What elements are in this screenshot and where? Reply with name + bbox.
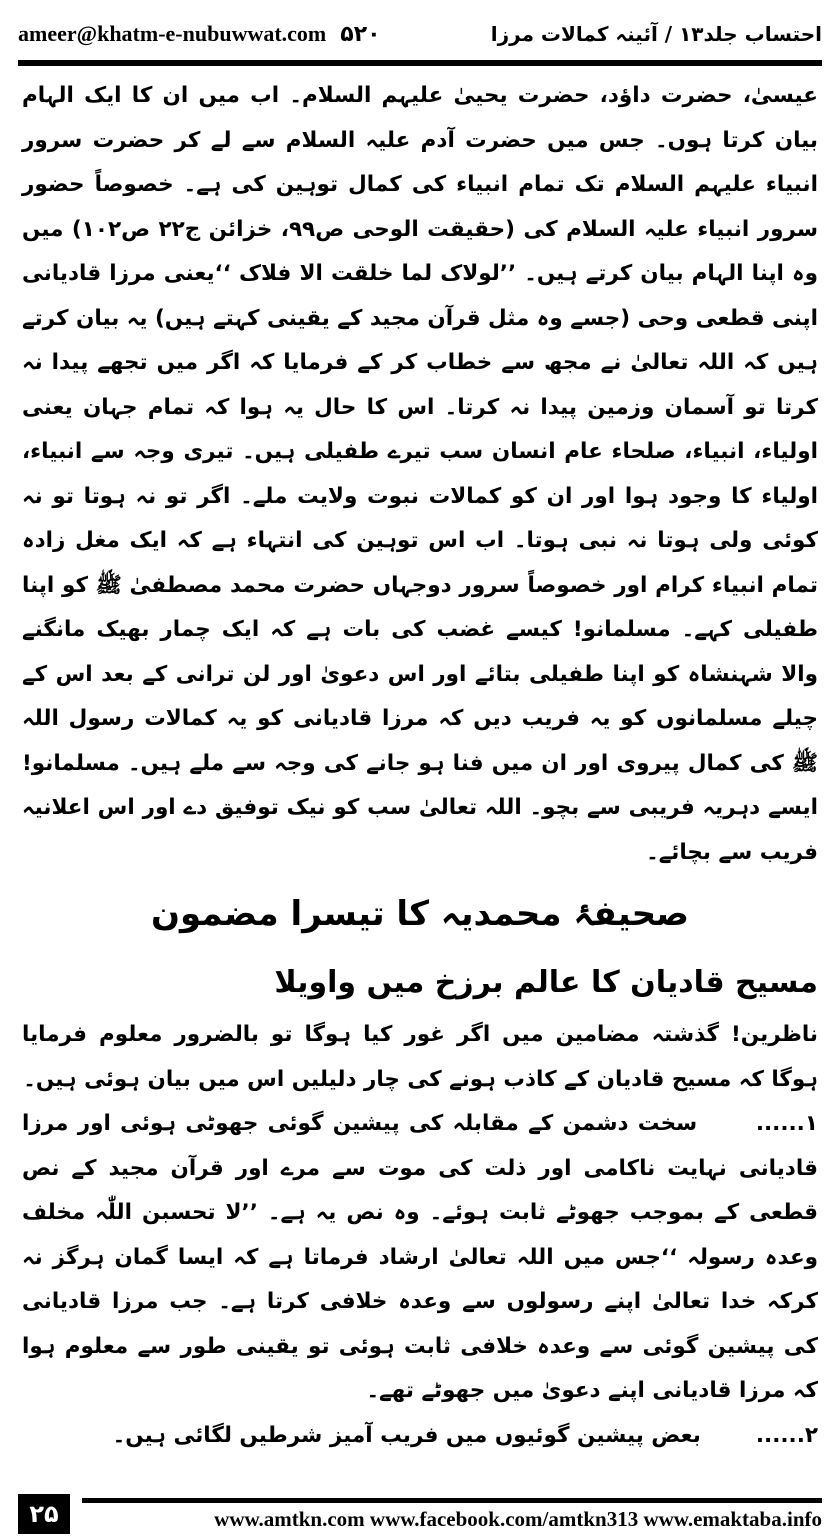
- paragraph-2: ناظرین! گذشتہ مضامین میں اگر غور کیا ہوگا تو بالضرور معلوم فرمایا ہوگا کہ مسیح قادیان کے کاذب ہونے کی چار دلیلیں اس میں بیان ہوئی ہیں۔: [22, 1022, 818, 1092]
- running-title: احتساب جلد۱۳ / آئینہ کمالات مرزا: [490, 22, 822, 46]
- section-heading: صحیفۂ محمدیہ کا تیسرا مضمون: [151, 894, 689, 934]
- page-header: [18, 14, 822, 54]
- list-item-2-number: ۲......: [755, 1422, 818, 1448]
- header-email: ameer@khatm-e-nubuwwat.com: [18, 21, 327, 46]
- footer-links-wrap: [82, 1494, 822, 1534]
- list-item-1: [22, 1102, 818, 1414]
- list-item-2: [22, 1414, 818, 1459]
- paragraph-1: عیسیٰ، حضرت داؤد، حضرت یحییٰ علیہم السلام۔ اب میں ان کا ایک الہام بیان کرتا ہوں۔ جس میں حضرت آدم علیہ السلام سے لے کر حضرت سرور انبیاء علیہم السلام تک تمام انبیاء کی کمال توہین کی ہے۔ خصوصاً حضور سرور انبیاء علیہ السلام کی (حقیقت الوحی ص۹۹، خزائن ج۲۲ ص۱۰۲) میں وہ اپنا الہام بیان کرتے ہیں۔ ’’لولاک لما خلقت الا فلاک ‘‘یعنی مرزا قادیانی اپنی قطعی وحی (جسے وہ مثل قرآن مجید کے یقینی کہتے ہیں) یہ بیان کرتے ہیں کہ اللہ تعالیٰ نے مجھ سے خطاب کر کے فرمایا کہ اگر میں تجھے پیدا نہ کرتا تو آسمان وزمین پیدا نہ کرتا۔ اس کا حال یہ ہوا کہ تمام جہان یعنی اولیاء، انبیاء، صلحاء عام انسان سب تیرے طفیلی ہیں۔ تیری وجہ سے انبیاء، اولیاء کا وجود ہوا اور ان کو کمالات نبوت ولایت ملے۔ اگر تو نہ ہوتا تو نہ کوئی ولی ہوتا نہ نبی ہوتا۔ اب اس توہین کی انتہاء ہے کہ ایک مغل زادہ تمام انبیاء کرام اور خصوصاً سرور دوجہاں حضرت محمد مصطفیٰ ﷺ کو اپنا طفیلی کہے۔ مسلمانو! کیسے غضب کی بات ہے کہ ایک چمار بھیک مانگنے والا شہنشاہ کو اپنا طفیلی بتائے اور اس دعویٰ اور لن ترانی کے بعد اس کے چیلے مسلمانوں کو یہ فریب دیں کہ مرزا قادیانی کو یہ کمالات رسول اللہ ﷺ کی کمال پیروی اور ان میں فنا ہو جانے کی وجہ سے ملے ہیں۔ مسلمانو! ایسے دہریہ فریبی سے بچو۔ اللہ تعالیٰ سب کو نیک توفیق دے اور اس اعلانیہ فریب سے بچائے۔: [22, 83, 819, 865]
- footer-rule: [82, 1498, 822, 1503]
- page-body: [22, 74, 818, 1458]
- list-item-2-text: بعض پیشین گوئیوں میں فریب آمیز شرطیں لگائی ہیں۔: [112, 1422, 701, 1448]
- list-item-1-text: سخت دشمن کے مقابلہ کی پیشین گوئی جھوٹی ہوئی اور مرزا قادیانی نہایت ناکامی اور ذلت کی موت سے مرے اور قرآن مجید کے نص قطعی کے بموجب جھوٹے ثابت ہوئے۔ وہ نص یہ ہے۔ ’’لا تحسبن اللّٰہ مخلف وعدہ رسولہ ‘‘جس میں اللہ تعالیٰ ارشاد فرماتا ہے کہ ایسا گمان ہرگز نہ کرکہ خدا تعالیٰ اپنے رسولوں سے وعدہ خلافی کرتا ہے۔ جب مرزا قادیانی کی پیشین گوئی سے وعدہ خلافی ثابت ہوئی تو یقینی طور سے معلوم ہوا کہ مرزا قادیانی اپنے دعویٰ میں جھوٹے تھے۔: [22, 1111, 818, 1403]
- header-rule: [18, 60, 822, 66]
- section-subheading: مسیح قادیان کا عالم برزخ میں واویلا: [274, 965, 818, 1000]
- page-footer: [18, 1494, 822, 1534]
- page-number: ۵۲۰: [340, 21, 381, 47]
- footer-page-badge: ۲۵: [18, 1494, 70, 1534]
- list-item-1-number: ۱......: [755, 1111, 818, 1136]
- footer-links: www.amtkn.com www.facebook.com/amtkn313 www.emaktaba.info: [214, 1507, 822, 1531]
- header-left: [18, 21, 381, 47]
